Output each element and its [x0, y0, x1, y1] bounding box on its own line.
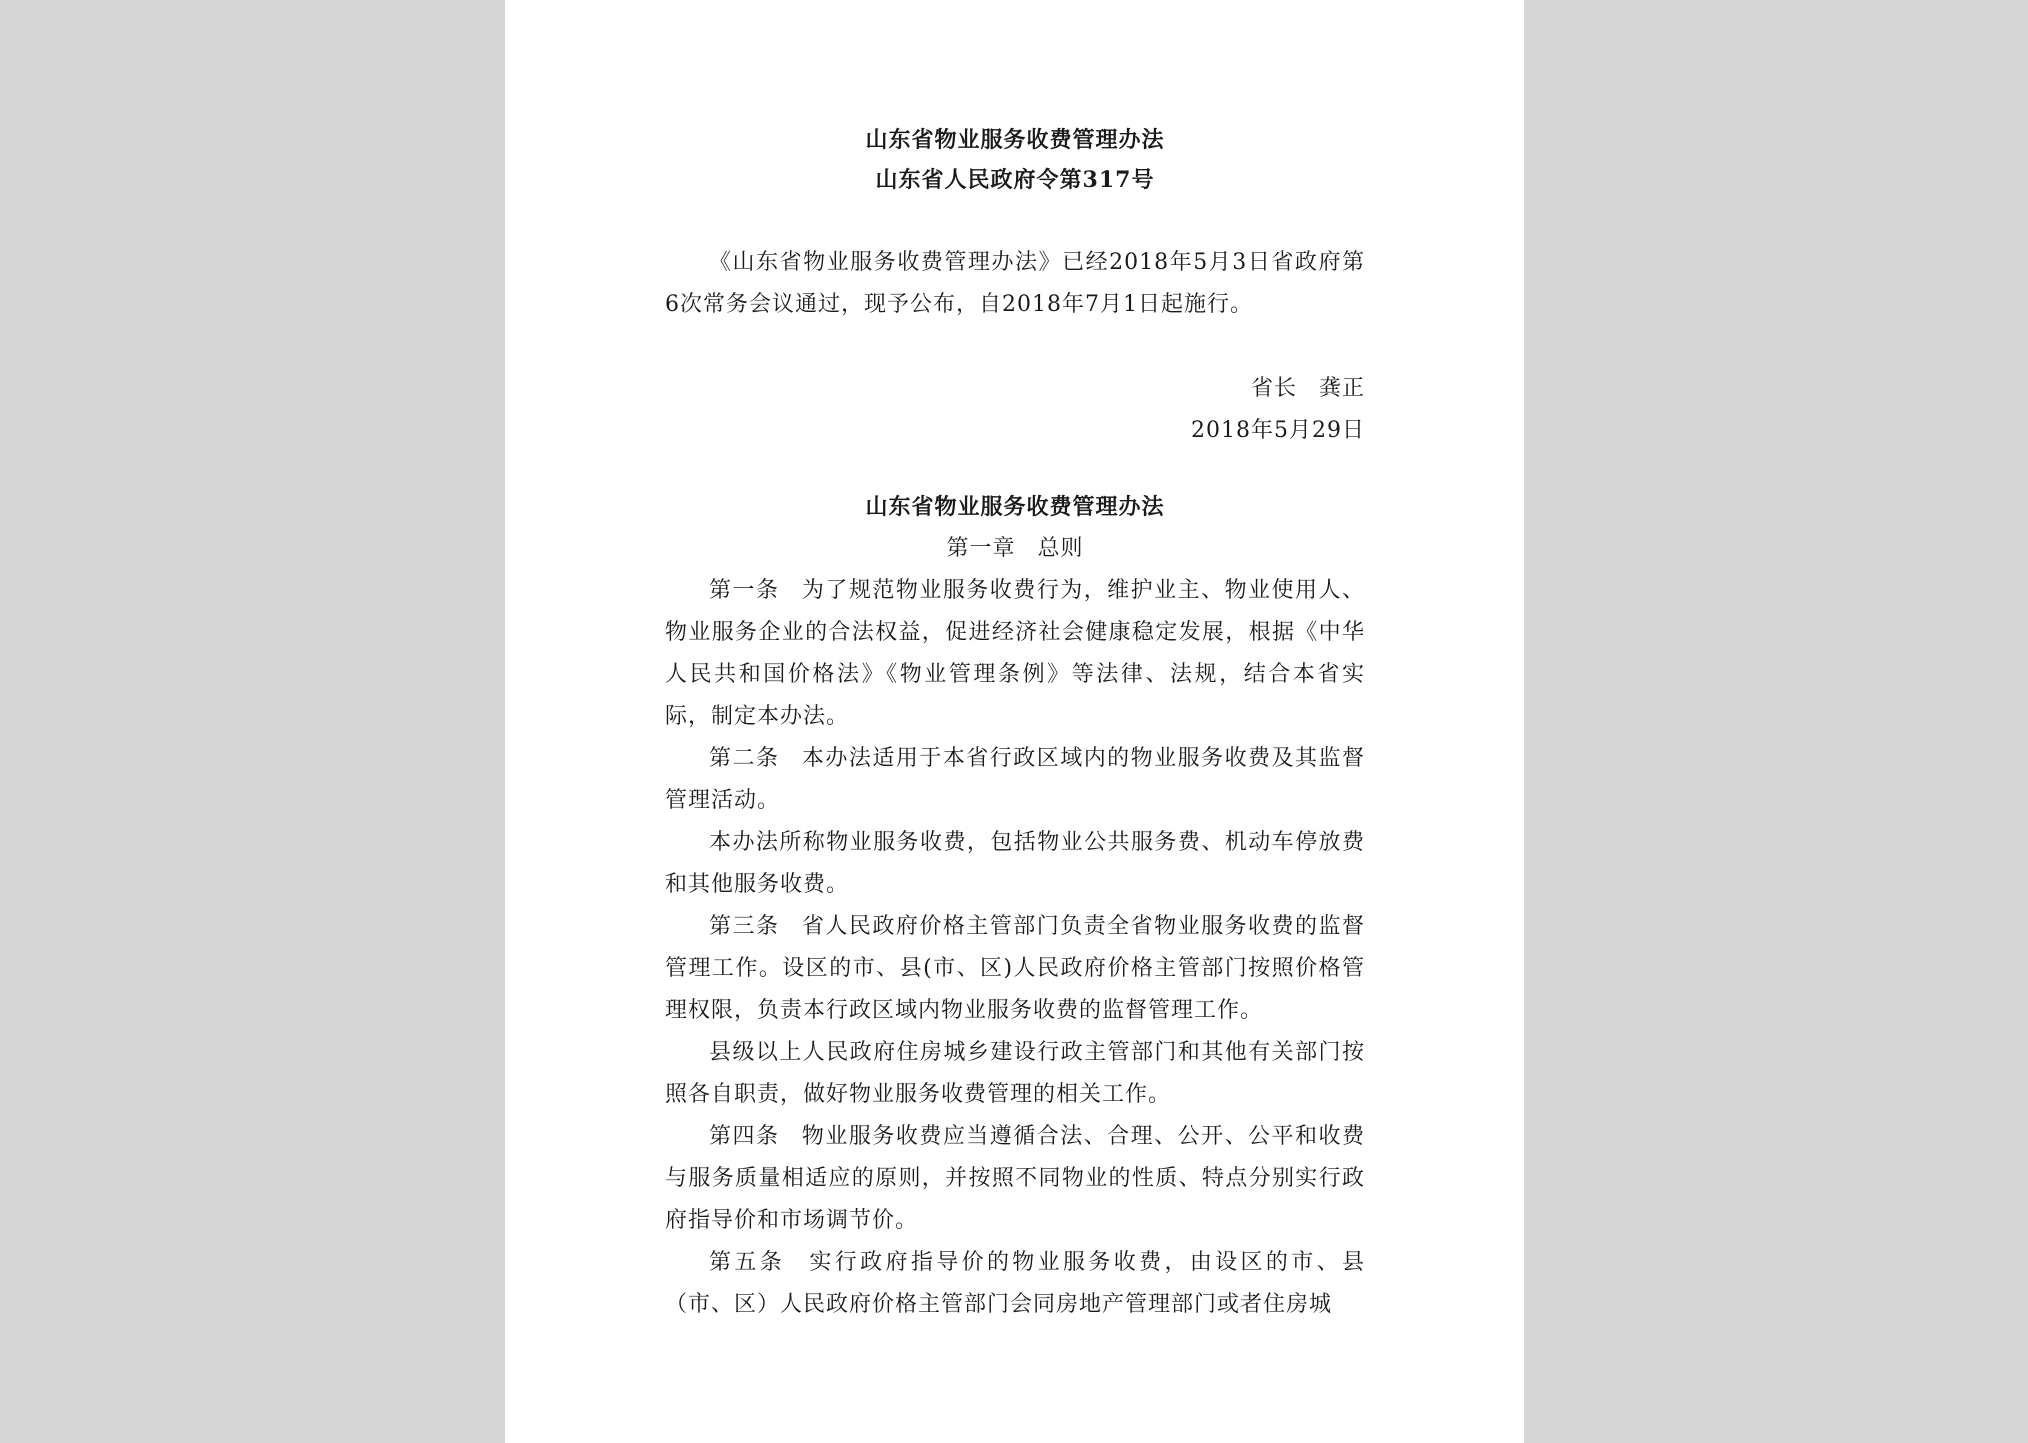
page-content — [665, 120, 1365, 1326]
signature-line — [665, 368, 1365, 410]
chapter-number: 第一章 — [946, 536, 1016, 561]
spacer — [665, 200, 1365, 242]
signer-title: 省长 — [1250, 376, 1297, 401]
article-2 — [665, 738, 1365, 822]
article-2-clause-2: 本办法所称物业服务收费，包括物业公共服务费、机动车停放费和其他服务收费。 — [665, 830, 1365, 897]
article-number: 第一条 — [709, 578, 780, 603]
article-text: 物业服务收费应当遵循合法、合理、公开、公平和收费与服务质量相适应的原则，并按照不同物业的性质、特点分别实行政府指导价和市场调节价。 — [665, 1124, 1365, 1233]
document-page — [505, 0, 1524, 1443]
article-number: 第五条 — [709, 1250, 786, 1275]
signer-name: 龚正 — [1318, 376, 1365, 401]
signature-date: 2018年5月29日 — [1191, 418, 1365, 443]
article-text: 本办法适用于本省行政区域内的物业服务收费及其监督管理活动。 — [665, 746, 1365, 813]
article-text: 省人民政府价格主管部门负责全省物业服务收费的监督管理工作。设区的市、县(市、区)人民政府价格主管部门按照价格管理权限，负责本行政区域内物业服务收费的监督管理工作。 — [665, 914, 1365, 1023]
article-1 — [665, 570, 1365, 738]
spacer — [665, 326, 1365, 368]
article-5 — [665, 1242, 1365, 1326]
article-3 — [665, 906, 1365, 1032]
spacer — [665, 452, 1365, 486]
article-text: 实行政府指导价的物业服务收费，由设区的市、县（市、区）人民政府价格主管部门会同房地产管理部门或者住房城 — [665, 1250, 1365, 1317]
article-number: 第三条 — [709, 914, 780, 939]
article-number: 第二条 — [709, 746, 780, 771]
article-3-clause-2: 县级以上人民政府住房城乡建设行政主管部门和其他有关部门按照各自职责，做好物业服务收费管理的相关工作。 — [665, 1040, 1365, 1107]
decree-number: 山东省人民政府令第317号 — [875, 167, 1155, 193]
preamble: 《山东省物业服务收费管理办法》已经2018年5月3日省政府第6次常务会议通过，现予公布，自2018年7月1日起施行。 — [665, 250, 1365, 317]
section-title: 山东省物业服务收费管理办法 — [865, 494, 1165, 520]
chapter-name: 总则 — [1037, 536, 1084, 561]
article-text: 为了规范物业服务收费行为，维护业主、物业使用人、物业服务企业的合法权益，促进经济社会健康稳定发展，根据《中华人民共和国价格法》《物业管理条例》等法律、法规，结合本省实际，制定本办法。 — [665, 578, 1365, 729]
document-title: 山东省物业服务收费管理办法 — [865, 127, 1165, 153]
article-4 — [665, 1116, 1365, 1242]
chapter-heading — [665, 528, 1365, 570]
article-number: 第四条 — [709, 1124, 780, 1149]
